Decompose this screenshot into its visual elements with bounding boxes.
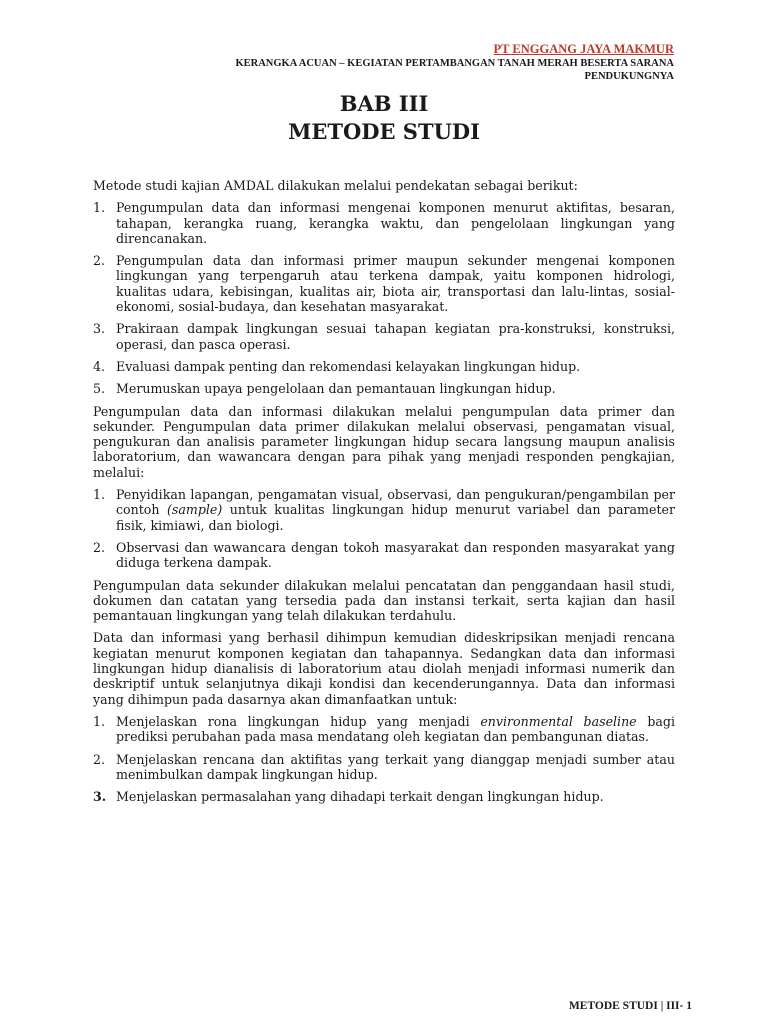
- list-text: Prakiraan dampak lingkungan sesuai tahapan kegiatan pra-konstruksi, konstruksi, operasi, dan pasca operasi.: [116, 321, 675, 352]
- list-item: [93, 752, 675, 783]
- list-number: 3.: [93, 789, 107, 805]
- data-usage-list: [93, 714, 675, 804]
- list-text: Penyidikan lapangan, pengamatan visual, observasi, dan pengukuran/pengambilan per contoh: [116, 487, 675, 518]
- page-header: [74, 43, 674, 83]
- header-subtitle-line2: PENDUKUNGNYA: [584, 71, 674, 82]
- list-number: 4.: [93, 358, 106, 374]
- list-item: [93, 487, 675, 533]
- primary-data-list: [93, 487, 675, 570]
- list-text: untuk kualitas lingkungan hidup menurut variabel dan parameter fisik, kimiawi, dan biologi.: [116, 502, 675, 533]
- document-body: [93, 178, 675, 811]
- list-number: 1.: [93, 200, 106, 216]
- page-footer: METODE STUDI | III- 1: [568, 1000, 692, 1012]
- list-number: 5.: [93, 381, 106, 397]
- list-number: 3.: [93, 321, 106, 337]
- data-usage-paragraph: Data dan informasi yang berhasil dihimpun kemudian dideskripsikan menjadi rencana kegiatan menurut komponen kegiatan dan tahapannya. Sedangkan data dan informasi lingkungan hidup dianalisis di laboratorium atau diolah menjadi informasi numerik dan deskriptif untuk selanjutnya dikaji kondisi dan kecenderungannya. Data dan informasi yang dihimpun pada dasarnya akan dimanfaatkan untuk:: [93, 630, 675, 707]
- list-text: Menjelaskan permasalahan yang dihadapi terkait dengan lingkungan hidup.: [116, 789, 604, 805]
- list-number: 2.: [93, 751, 106, 767]
- list-item: [93, 200, 675, 246]
- chapter-title-block: [0, 90, 768, 146]
- list-text: Evaluasi dampak penting dan rekomendasi kelayakan lingkungan hidup.: [116, 358, 581, 374]
- intro-paragraph: Metode studi kajian AMDAL dilakukan melalui pendekatan sebagai berikut:: [93, 178, 578, 193]
- list-text-italic: (sample): [167, 502, 223, 518]
- approach-list: [93, 200, 675, 396]
- list-item: [93, 359, 675, 374]
- list-text: Menjelaskan rona lingkungan hidup yang menjadi: [116, 713, 481, 729]
- list-item: [93, 321, 675, 352]
- list-text: Observasi dan wawancara dengan tokoh masyarakat dan responden masyarakat yang diduga terkena dampak.: [116, 539, 675, 571]
- list-item: [93, 381, 675, 396]
- list-number: 1.: [93, 487, 106, 503]
- list-text: Menjelaskan rencana dan aktifitas yang terkait yang dianggap menjadi sumber atau menimbulkan dampak lingkungan hidup.: [116, 751, 675, 782]
- primary-data-paragraph: Pengumpulan data dan informasi dilakukan melalui pengumpulan data primer dan sekunder. Pengumpulan data primer dilakukan melalui observasi, pengamatan visual, pengukuran dan analisis parameter lingkungan hidup secara langsung maupun analisis laboratorium, dan wawancara dengan para pihak yang menjadi responden pengkajian, melalui:: [93, 403, 675, 480]
- list-text-italic: environmental baseline: [480, 713, 637, 729]
- header-subtitle-line1: KERANGKA ACUAN – KEGIATAN PERTAMBANGAN TANAH MERAH BESERTA SARANA: [235, 58, 674, 69]
- list-item: [93, 789, 675, 804]
- list-text: Pengumpulan data dan informasi primer maupun sekunder mengenai komponen lingkungan yang terpengaruh atau terkena dampak, yaitu komponen hidrologi, kualitas udara, kebisingan, kualitas air, biota air, transportasi dan lalu-lintas, sosial-ekonomi, sosial-budaya, dan kesehatan masyarakat.: [116, 253, 675, 315]
- list-item: [93, 714, 675, 745]
- secondary-data-paragraph: Pengumpulan data sekunder dilakukan melalui pencatatan dan penggandaan hasil studi, dokumen dan catatan yang tersedia pada dan instansi terkait, serta kajian dan hasil pemantauan lingkungan yang telah dilakukan terdahulu.: [93, 577, 675, 624]
- chapter-number: BAB III: [339, 91, 429, 116]
- chapter-name: METODE STUDI: [288, 119, 480, 144]
- company-name: PT ENGGANG JAYA MAKMUR: [493, 42, 674, 56]
- list-item: [93, 540, 675, 571]
- list-item: [93, 253, 675, 314]
- list-text: Merumuskan upaya pengelolaan dan pemantauan lingkungan hidup.: [116, 381, 556, 397]
- list-text: Pengumpulan data dan informasi mengenai komponen menurut aktifitas, besaran, tahapan, kerangka ruang, kerangka waktu, dan pengelolaan lingkungan yang direncanakan.: [116, 200, 675, 246]
- list-number: 2.: [93, 253, 106, 269]
- list-number: 1.: [93, 713, 106, 729]
- list-number: 2.: [93, 539, 106, 555]
- list-text: bagi prediksi perubahan pada masa mendatang oleh kegiatan dan pembangunan diatas.: [116, 713, 675, 745]
